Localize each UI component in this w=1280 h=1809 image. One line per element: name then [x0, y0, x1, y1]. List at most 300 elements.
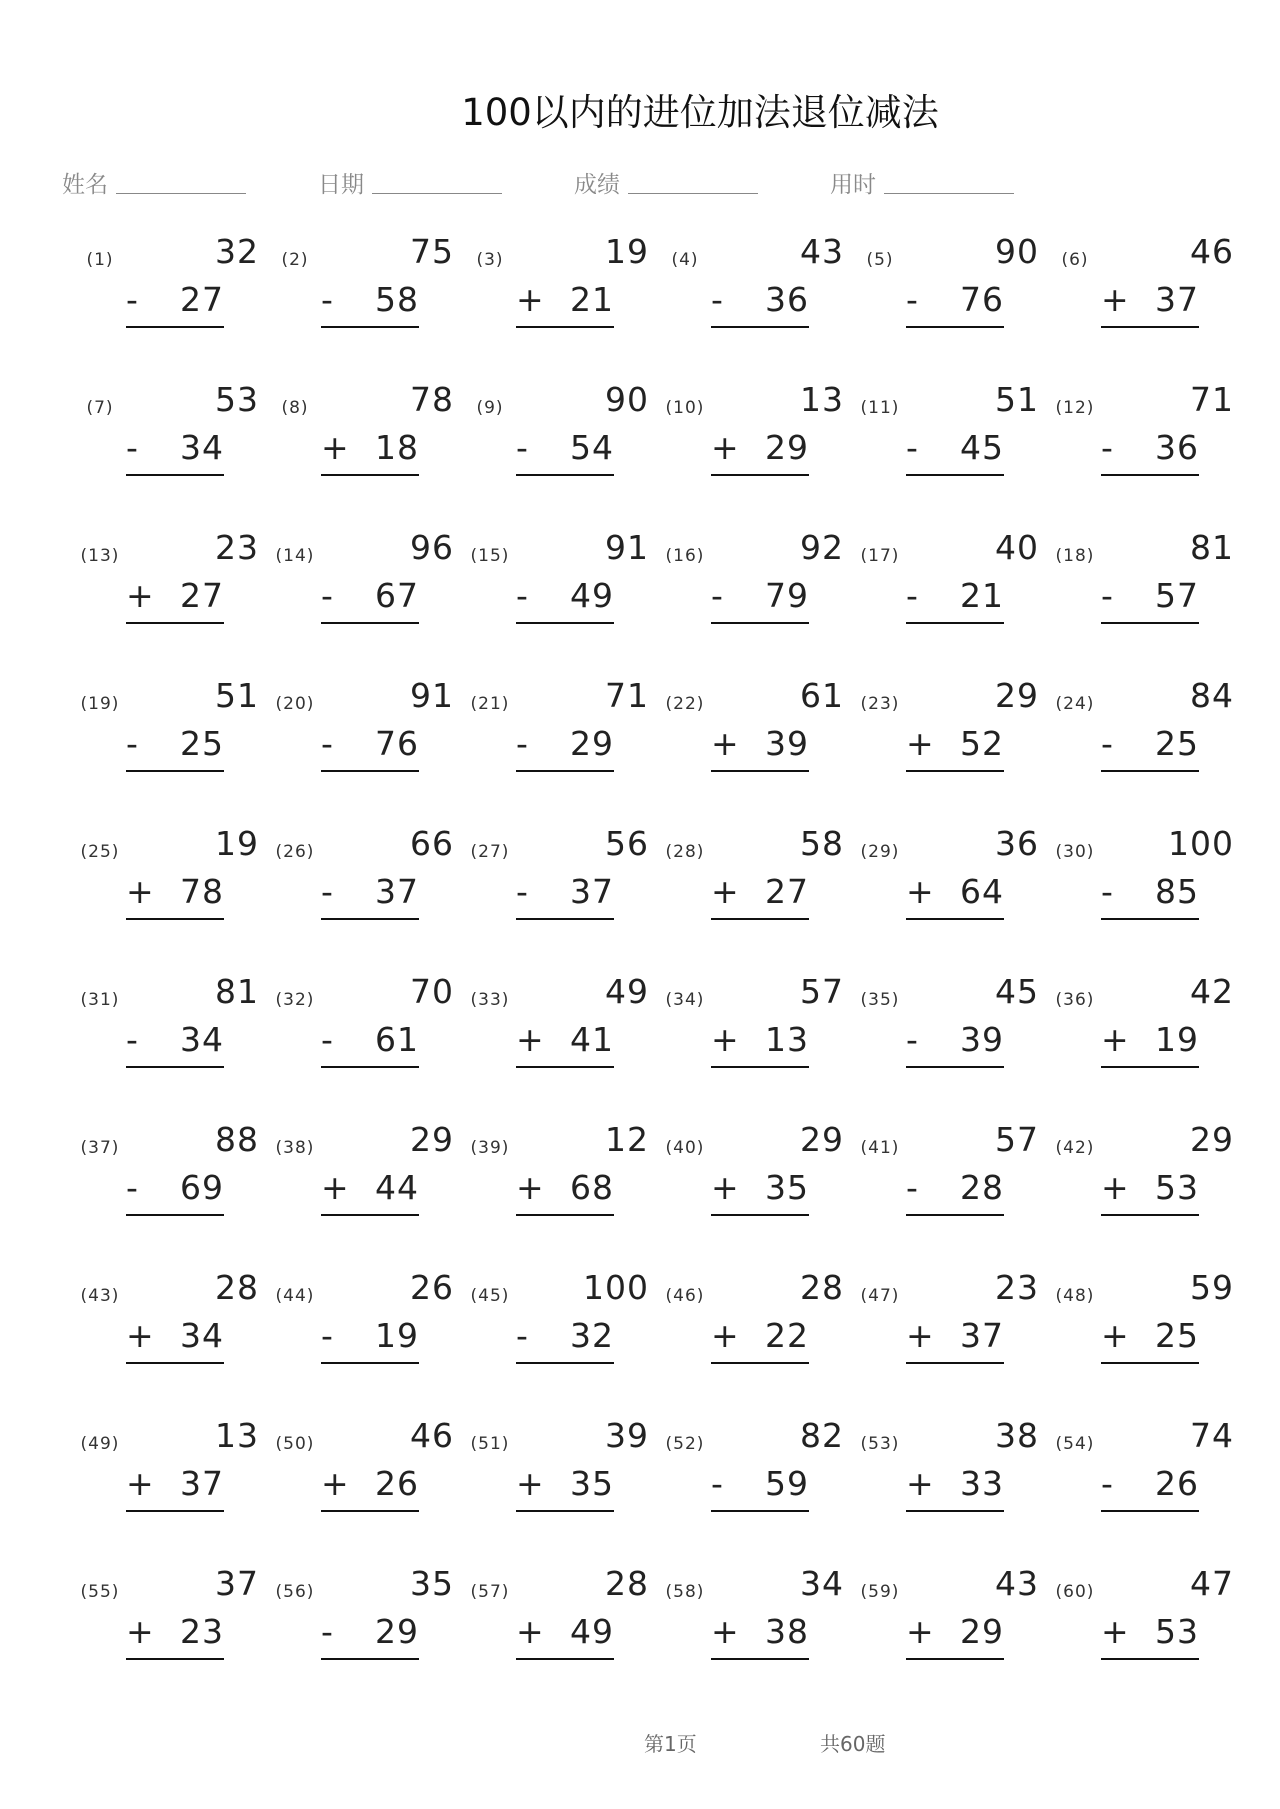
problem-item	[852, 524, 1047, 672]
first-operand: 49	[605, 972, 649, 1011]
answer-underline	[516, 1464, 614, 1512]
problem-item	[462, 672, 657, 820]
second-operand: 26	[375, 1464, 419, 1503]
second-operand: 59	[765, 1464, 809, 1503]
problem-item	[462, 228, 657, 376]
first-operand: 28	[800, 1268, 844, 1307]
operator-sign: +	[321, 1464, 349, 1503]
problem-number: (40)	[665, 1138, 705, 1158]
operator-sign: -	[1101, 724, 1113, 763]
answer-underline	[1101, 724, 1199, 772]
first-operand: 59	[1190, 1268, 1234, 1307]
problem-number: (58)	[665, 1582, 705, 1602]
problem-number: (57)	[470, 1582, 510, 1602]
answer-underline	[906, 428, 1004, 476]
name-label: 姓名	[62, 172, 108, 198]
problem-number: (25)	[80, 842, 120, 862]
operator-sign: +	[1101, 1316, 1129, 1355]
problem-number: (15)	[470, 546, 510, 566]
score-blank-line	[628, 192, 758, 194]
problem-item	[657, 376, 852, 524]
problem-number: (41)	[860, 1138, 900, 1158]
operator-sign: +	[711, 428, 739, 467]
answer-underline	[126, 724, 224, 772]
first-operand: 51	[995, 380, 1039, 419]
answer-underline	[906, 1316, 1004, 1364]
second-operand: 32	[570, 1316, 614, 1355]
first-operand: 90	[995, 232, 1039, 271]
first-operand: 19	[215, 824, 259, 863]
operator-sign: -	[516, 872, 528, 911]
second-operand: 35	[765, 1168, 809, 1207]
answer-underline	[711, 1020, 809, 1068]
time-blank-line	[884, 192, 1014, 194]
answer-underline	[321, 1612, 419, 1660]
first-operand: 46	[1190, 232, 1234, 271]
problem-item	[852, 1560, 1047, 1708]
second-operand: 27	[180, 576, 224, 615]
operator-sign: -	[711, 280, 723, 319]
operator-sign: +	[906, 1316, 934, 1355]
first-operand: 39	[605, 1416, 649, 1455]
answer-underline	[126, 1612, 224, 1660]
first-operand: 29	[410, 1120, 454, 1159]
operator-sign: +	[126, 576, 154, 615]
operator-sign: -	[321, 872, 333, 911]
problem-item	[267, 376, 462, 524]
answer-underline	[126, 280, 224, 328]
problem-item	[72, 820, 267, 968]
problem-number: (38)	[275, 1138, 315, 1158]
answer-underline	[516, 872, 614, 920]
problem-number: (53)	[860, 1434, 900, 1454]
total-count: 共60题	[820, 1732, 886, 1756]
operator-sign: -	[711, 1464, 723, 1503]
problem-item	[657, 820, 852, 968]
problem-number: (8)	[281, 398, 309, 418]
second-operand: 29	[570, 724, 614, 763]
second-operand: 68	[570, 1168, 614, 1207]
operator-sign: +	[126, 1316, 154, 1355]
problem-item	[657, 1412, 852, 1560]
first-operand: 61	[800, 676, 844, 715]
problem-number: (44)	[275, 1286, 315, 1306]
second-operand: 45	[960, 428, 1004, 467]
first-operand: 29	[995, 676, 1039, 715]
operator-sign: -	[516, 724, 528, 763]
problem-item	[462, 1412, 657, 1560]
second-operand: 36	[1155, 428, 1199, 467]
problem-item	[462, 524, 657, 672]
first-operand: 36	[995, 824, 1039, 863]
second-operand: 36	[765, 280, 809, 319]
answer-underline	[321, 1316, 419, 1364]
page-number: 第1页	[644, 1732, 697, 1756]
problem-number: (24)	[1055, 694, 1095, 714]
first-operand: 71	[605, 676, 649, 715]
problem-number: (11)	[860, 398, 900, 418]
problem-item	[267, 524, 462, 672]
operator-sign: -	[906, 576, 918, 615]
second-operand: 22	[765, 1316, 809, 1355]
answer-underline	[906, 1168, 1004, 1216]
operator-sign: +	[516, 280, 544, 319]
operator-sign: -	[126, 1020, 138, 1059]
answer-underline	[516, 428, 614, 476]
problem-item	[657, 968, 852, 1116]
problem-item	[462, 820, 657, 968]
operator-sign: +	[516, 1020, 544, 1059]
problem-number: (1)	[86, 250, 114, 270]
second-operand: 35	[570, 1464, 614, 1503]
operator-sign: +	[711, 724, 739, 763]
first-operand: 57	[995, 1120, 1039, 1159]
second-operand: 79	[765, 576, 809, 615]
problem-item	[267, 1116, 462, 1264]
answer-underline	[126, 428, 224, 476]
answer-underline	[711, 1316, 809, 1364]
answer-underline	[1101, 1020, 1199, 1068]
problem-number: (12)	[1055, 398, 1095, 418]
second-operand: 37	[180, 1464, 224, 1503]
problem-item	[852, 672, 1047, 820]
first-operand: 43	[995, 1564, 1039, 1603]
problem-item	[462, 376, 657, 524]
first-operand: 96	[410, 528, 454, 567]
second-operand: 49	[570, 576, 614, 615]
date-blank-line	[372, 192, 502, 194]
answer-underline	[1101, 1168, 1199, 1216]
answer-underline	[1101, 576, 1199, 624]
operator-sign: +	[516, 1612, 544, 1651]
second-operand: 67	[375, 576, 419, 615]
operator-sign: -	[126, 1168, 138, 1207]
problem-number: (52)	[665, 1434, 705, 1454]
answer-underline	[126, 1168, 224, 1216]
answer-underline	[516, 1020, 614, 1068]
operator-sign: -	[321, 1316, 333, 1355]
answer-underline	[906, 872, 1004, 920]
operator-sign: -	[516, 1316, 528, 1355]
second-operand: 21	[960, 576, 1004, 615]
problem-item	[852, 820, 1047, 968]
answer-underline	[516, 724, 614, 772]
student-info-row	[0, 166, 1280, 206]
first-operand: 32	[215, 232, 259, 271]
answer-underline	[321, 724, 419, 772]
problem-item	[1047, 1264, 1242, 1412]
problem-item	[462, 968, 657, 1116]
answer-underline	[1101, 1316, 1199, 1364]
first-operand: 53	[215, 380, 259, 419]
first-operand: 81	[215, 972, 259, 1011]
operator-sign: -	[321, 576, 333, 615]
problem-number: (31)	[80, 990, 120, 1010]
first-operand: 51	[215, 676, 259, 715]
answer-underline	[711, 280, 809, 328]
problem-item	[462, 1560, 657, 1708]
operator-sign: +	[516, 1464, 544, 1503]
second-operand: 29	[960, 1612, 1004, 1651]
problem-number: (35)	[860, 990, 900, 1010]
problem-number: (28)	[665, 842, 705, 862]
answer-underline	[906, 576, 1004, 624]
answer-underline	[1101, 428, 1199, 476]
problem-item	[267, 1560, 462, 1708]
first-operand: 19	[605, 232, 649, 271]
problem-number: (50)	[275, 1434, 315, 1454]
operator-sign: -	[126, 724, 138, 763]
operator-sign: +	[1101, 1612, 1129, 1651]
first-operand: 34	[800, 1564, 844, 1603]
problem-item	[72, 376, 267, 524]
problem-number: (60)	[1055, 1582, 1095, 1602]
answer-underline	[1101, 1464, 1199, 1512]
name-blank-line	[116, 192, 246, 194]
first-operand: 58	[800, 824, 844, 863]
answer-underline	[516, 1316, 614, 1364]
first-operand: 82	[800, 1416, 844, 1455]
problem-number: (16)	[665, 546, 705, 566]
second-operand: 69	[180, 1168, 224, 1207]
operator-sign: +	[711, 872, 739, 911]
problem-item	[657, 524, 852, 672]
answer-underline	[711, 1168, 809, 1216]
problem-number: (4)	[671, 250, 699, 270]
problem-item	[852, 228, 1047, 376]
problem-item	[657, 228, 852, 376]
problem-item	[1047, 968, 1242, 1116]
first-operand: 28	[215, 1268, 259, 1307]
first-operand: 91	[605, 528, 649, 567]
problem-number: (10)	[665, 398, 705, 418]
first-operand: 46	[410, 1416, 454, 1455]
answer-underline	[711, 576, 809, 624]
operator-sign: -	[906, 1020, 918, 1059]
second-operand: 53	[1155, 1612, 1199, 1651]
problem-item	[1047, 672, 1242, 820]
answer-underline	[711, 1464, 809, 1512]
problem-number: (59)	[860, 1582, 900, 1602]
second-operand: 54	[570, 428, 614, 467]
first-operand: 100	[1168, 824, 1234, 863]
first-operand: 66	[410, 824, 454, 863]
problem-number: (56)	[275, 1582, 315, 1602]
problem-item	[72, 1116, 267, 1264]
operator-sign: -	[906, 428, 918, 467]
first-operand: 91	[410, 676, 454, 715]
answer-underline	[321, 428, 419, 476]
first-operand: 70	[410, 972, 454, 1011]
operator-sign: +	[126, 1464, 154, 1503]
second-operand: 78	[180, 872, 224, 911]
problem-item	[72, 228, 267, 376]
operator-sign: -	[126, 280, 138, 319]
problem-number: (42)	[1055, 1138, 1095, 1158]
problem-item	[657, 1116, 852, 1264]
problem-item	[72, 1560, 267, 1708]
date-field	[318, 166, 502, 199]
answer-underline	[516, 1168, 614, 1216]
problem-item	[1047, 1560, 1242, 1708]
second-operand: 37	[960, 1316, 1004, 1355]
problem-item	[1047, 820, 1242, 968]
problem-number: (54)	[1055, 1434, 1095, 1454]
first-operand: 13	[800, 380, 844, 419]
problem-number: (33)	[470, 990, 510, 1010]
problem-item	[462, 1264, 657, 1412]
second-operand: 85	[1155, 872, 1199, 911]
problem-number: (49)	[80, 1434, 120, 1454]
problem-number: (18)	[1055, 546, 1095, 566]
second-operand: 44	[375, 1168, 419, 1207]
problem-number: (34)	[665, 990, 705, 1010]
name-field	[62, 166, 246, 199]
problem-number: (22)	[665, 694, 705, 714]
first-operand: 88	[215, 1120, 259, 1159]
second-operand: 49	[570, 1612, 614, 1651]
problem-number: (48)	[1055, 1286, 1095, 1306]
operator-sign: +	[906, 872, 934, 911]
problem-item	[267, 1412, 462, 1560]
second-operand: 37	[375, 872, 419, 911]
operator-sign: -	[906, 1168, 918, 1207]
first-operand: 56	[605, 824, 649, 863]
date-label: 日期	[318, 172, 364, 198]
first-operand: 47	[1190, 1564, 1234, 1603]
problem-number: (43)	[80, 1286, 120, 1306]
problem-item	[72, 672, 267, 820]
answer-underline	[1101, 872, 1199, 920]
problem-item	[657, 672, 852, 820]
second-operand: 18	[375, 428, 419, 467]
problem-item	[657, 1264, 852, 1412]
problem-grid	[72, 228, 1234, 1708]
problem-item	[1047, 1116, 1242, 1264]
answer-underline	[516, 576, 614, 624]
second-operand: 29	[765, 428, 809, 467]
operator-sign: +	[321, 1168, 349, 1207]
operator-sign: -	[1101, 1464, 1113, 1503]
answer-underline	[321, 872, 419, 920]
page-title: 100以内的进位加法退位减法	[461, 91, 939, 134]
answer-underline	[516, 280, 614, 328]
problem-item	[72, 1412, 267, 1560]
problem-item	[1047, 376, 1242, 524]
answer-underline	[321, 1168, 419, 1216]
second-operand: 28	[960, 1168, 1004, 1207]
operator-sign: +	[1101, 1020, 1129, 1059]
problem-number: (27)	[470, 842, 510, 862]
problem-item	[462, 1116, 657, 1264]
operator-sign: +	[906, 1464, 934, 1503]
problem-number: (19)	[80, 694, 120, 714]
problem-number: (26)	[275, 842, 315, 862]
second-operand: 26	[1155, 1464, 1199, 1503]
score-label: 成绩	[574, 172, 620, 198]
second-operand: 52	[960, 724, 1004, 763]
first-operand: 92	[800, 528, 844, 567]
operator-sign: -	[711, 576, 723, 615]
first-operand: 12	[605, 1120, 649, 1159]
answer-underline	[321, 1464, 419, 1512]
first-operand: 75	[410, 232, 454, 271]
first-operand: 23	[995, 1268, 1039, 1307]
second-operand: 19	[375, 1316, 419, 1355]
problem-number: (51)	[470, 1434, 510, 1454]
operator-sign: +	[126, 872, 154, 911]
first-operand: 71	[1190, 380, 1234, 419]
second-operand: 39	[765, 724, 809, 763]
problem-number: (9)	[476, 398, 504, 418]
operator-sign: +	[321, 428, 349, 467]
first-operand: 23	[215, 528, 259, 567]
problem-item	[1047, 228, 1242, 376]
answer-underline	[321, 1020, 419, 1068]
problem-number: (36)	[1055, 990, 1095, 1010]
problem-item	[72, 1264, 267, 1412]
answer-underline	[126, 872, 224, 920]
answer-underline	[126, 1316, 224, 1364]
second-operand: 39	[960, 1020, 1004, 1059]
first-operand: 42	[1190, 972, 1234, 1011]
problem-number: (13)	[80, 546, 120, 566]
second-operand: 19	[1155, 1020, 1199, 1059]
second-operand: 13	[765, 1020, 809, 1059]
second-operand: 27	[180, 280, 224, 319]
problem-number: (30)	[1055, 842, 1095, 862]
problem-number: (23)	[860, 694, 900, 714]
second-operand: 25	[180, 724, 224, 763]
operator-sign: -	[321, 1020, 333, 1059]
problem-item	[267, 672, 462, 820]
second-operand: 41	[570, 1020, 614, 1059]
first-operand: 81	[1190, 528, 1234, 567]
problem-number: (7)	[86, 398, 114, 418]
answer-underline	[516, 1612, 614, 1660]
problem-number: (39)	[470, 1138, 510, 1158]
problem-item	[267, 1264, 462, 1412]
operator-sign: -	[126, 428, 138, 467]
problem-number: (47)	[860, 1286, 900, 1306]
second-operand: 58	[375, 280, 419, 319]
operator-sign: +	[711, 1316, 739, 1355]
answer-underline	[126, 1464, 224, 1512]
second-operand: 76	[960, 280, 1004, 319]
problem-number: (29)	[860, 842, 900, 862]
answer-underline	[321, 576, 419, 624]
first-operand: 29	[1190, 1120, 1234, 1159]
first-operand: 28	[605, 1564, 649, 1603]
second-operand: 37	[570, 872, 614, 911]
problem-number: (6)	[1061, 250, 1089, 270]
time-label: 用时	[830, 172, 876, 198]
operator-sign: -	[906, 280, 918, 319]
answer-underline	[1101, 1612, 1199, 1660]
answer-underline	[126, 1020, 224, 1068]
second-operand: 34	[180, 1316, 224, 1355]
problem-number: (37)	[80, 1138, 120, 1158]
first-operand: 26	[410, 1268, 454, 1307]
problem-number: (20)	[275, 694, 315, 714]
operator-sign: +	[516, 1168, 544, 1207]
first-operand: 37	[215, 1564, 259, 1603]
answer-underline	[906, 1464, 1004, 1512]
second-operand: 53	[1155, 1168, 1199, 1207]
operator-sign: -	[321, 724, 333, 763]
answer-underline	[321, 280, 419, 328]
operator-sign: -	[516, 576, 528, 615]
